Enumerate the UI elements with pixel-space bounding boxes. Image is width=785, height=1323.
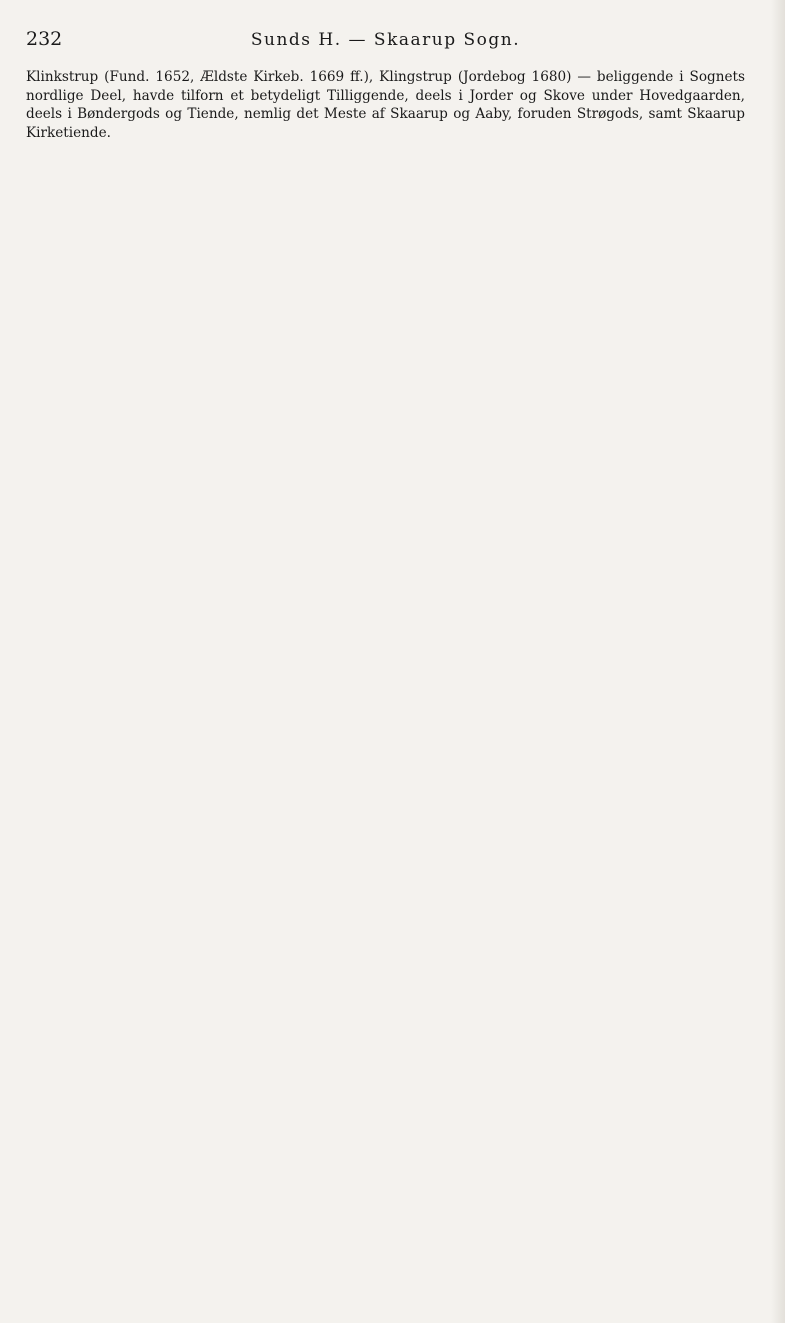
page-header: [26, 28, 745, 54]
page-number: 232: [26, 28, 63, 50]
body-text: [26, 68, 745, 142]
paragraph: Klinkstrup (Fund. 1652, Ældste Kirkeb. 1669 ff.), Klingstrup (Jordebog 1680) — beliggende i Sognets nordlige Deel, havde tilforn et betydeligt Tilliggende, deels i Jorder og Skove under Hovedgaarden, deels i Bøndergods og Tiende, nemlig det Meste af Skaarup og Aaby, foruden Strøgods, samt Skaarup Kirketiende.: [26, 69, 745, 141]
running-head: Sunds H. — Skaarup Sogn.: [250, 30, 521, 50]
page-edge-shadow: [771, 0, 785, 1323]
